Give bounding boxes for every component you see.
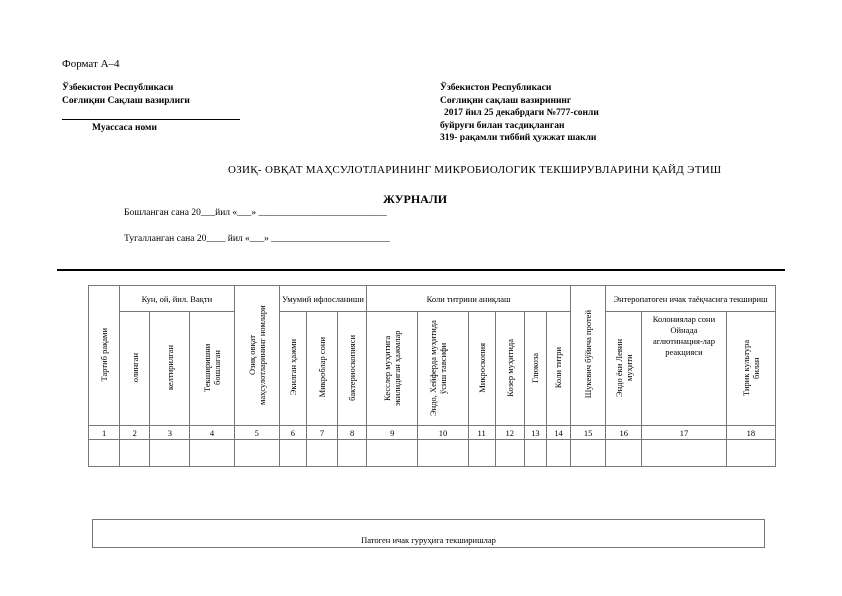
col-header-18 xyxy=(726,312,775,426)
col-label-4: Текширишни бошлаган xyxy=(202,343,223,392)
col-label-6: Экилган ҳажми xyxy=(287,339,298,396)
col-number: 14 xyxy=(546,426,570,440)
pathogen-section-box xyxy=(92,519,765,548)
entry-cell[interactable] xyxy=(338,440,367,467)
col-number: 3 xyxy=(150,426,190,440)
col-header-15 xyxy=(571,286,606,426)
entry-cell[interactable] xyxy=(190,440,234,467)
format-label: Формат А–4 xyxy=(62,58,120,70)
col-number: 1 xyxy=(89,426,120,440)
blank-entry-row xyxy=(89,440,776,467)
group-header-entero: Энтеропатоген ичак таёқчасига текшириш xyxy=(606,286,776,312)
col-label-16: Эндо ёки Левин муҳити xyxy=(613,338,634,397)
group-header-coli-titer: Коли титрини аниқлаш xyxy=(367,286,571,312)
right-line-1: Ўзбекистон Республикаси xyxy=(440,83,552,93)
entry-cell[interactable] xyxy=(571,440,606,467)
col-header-8 xyxy=(338,312,367,426)
left-header xyxy=(62,82,190,107)
col-label-1: Тартиб рақами xyxy=(99,327,110,382)
col-number: 16 xyxy=(606,426,642,440)
col-number: 11 xyxy=(468,426,495,440)
col-header-3 xyxy=(150,312,190,426)
col-number: 5 xyxy=(234,426,279,440)
col-number: 4 xyxy=(190,426,234,440)
start-date-line: Бошланган сана 20___йил «___» ___________________________ xyxy=(124,208,387,218)
col-label-7: Микроблар сони xyxy=(316,337,327,398)
right-header xyxy=(440,82,599,145)
col-label-3: келтирилган xyxy=(164,344,175,391)
entry-cell[interactable] xyxy=(606,440,642,467)
col-header-12 xyxy=(495,312,524,426)
col-header-1 xyxy=(89,286,120,426)
right-line-2: Соғлиқни сақлаш вазирининг xyxy=(440,95,572,106)
col-number: 15 xyxy=(571,426,606,440)
col-header-5 xyxy=(234,286,279,426)
group-header-contamination: Умумий ифлосланиши xyxy=(279,286,366,312)
col-number: 9 xyxy=(367,426,418,440)
col-header-2 xyxy=(120,312,150,426)
col-header-6 xyxy=(279,312,306,426)
col-number: 8 xyxy=(338,426,367,440)
col-label-8: бактериоскопияси xyxy=(347,334,358,401)
col-label-14: Коли титри xyxy=(553,346,564,389)
entry-cell[interactable] xyxy=(279,440,306,467)
col-header-17 xyxy=(642,312,726,426)
col-number: 13 xyxy=(524,426,546,440)
col-header-13 xyxy=(524,312,546,426)
col-header-9 xyxy=(367,312,418,426)
entry-cell[interactable] xyxy=(120,440,150,467)
entry-cell[interactable] xyxy=(418,440,468,467)
group-header-datetime: Кун, ой, йил. Вақти xyxy=(120,286,235,312)
col-header-10 xyxy=(418,312,468,426)
institution-label: Муассаса номи xyxy=(92,123,157,133)
journal-subtitle: ЖУРНАЛИ xyxy=(383,192,448,206)
col-label-11: Микроскопия xyxy=(476,342,487,393)
col-number: 7 xyxy=(306,426,337,440)
col-number: 12 xyxy=(495,426,524,440)
col-header-14 xyxy=(546,312,570,426)
journal-table xyxy=(88,285,776,467)
entry-cell[interactable] xyxy=(495,440,524,467)
right-line-5: 319- рақамли тиббий ҳужжат шакли xyxy=(440,133,597,143)
col-label-18: Тирик культура билан xyxy=(740,339,761,396)
col-label-9: Кесслер муҳитига экилидиган ҳажмлар xyxy=(382,329,403,406)
entry-cell[interactable] xyxy=(234,440,279,467)
col-label-13: Глюкоза xyxy=(530,352,541,383)
entry-cell[interactable] xyxy=(468,440,495,467)
right-line-3: 2017 йил 25 декабрдаги №777-сонли xyxy=(444,108,599,118)
col-label-5: Озиқ овқат маҳсулотларининг номлари xyxy=(246,304,267,405)
entry-cell[interactable] xyxy=(89,440,120,467)
right-line-4: буйруғи билан тасдиқланган xyxy=(440,120,565,131)
left-ministry: Соғлиқни Сақлаш вазирлиги xyxy=(62,95,190,106)
col-number: 2 xyxy=(120,426,150,440)
entry-cell[interactable] xyxy=(367,440,418,467)
col-label-12: Козер муҳитида xyxy=(504,338,515,397)
column-number-row xyxy=(89,426,776,440)
col-number: 6 xyxy=(279,426,306,440)
col-label-15: Шукевич бўйича протей xyxy=(583,310,594,399)
entry-cell[interactable] xyxy=(642,440,726,467)
col-header-16 xyxy=(606,312,642,426)
col-header-7 xyxy=(306,312,337,426)
journal-title: ОЗИҚ- ОВҚАТ МАҲСУЛОТЛАРИНИНГ МИКРОБИОЛОГИК ТЕКШИРУВЛАРИНИ ҚАЙД ЭТИШ xyxy=(228,164,722,176)
entry-cell[interactable] xyxy=(524,440,546,467)
entry-cell[interactable] xyxy=(150,440,190,467)
col-header-4 xyxy=(190,312,234,426)
end-date-line: Тугалланган сана 20____ йил «___» _________________________ xyxy=(124,234,390,244)
col-label-2: олинган xyxy=(129,352,140,383)
col-number: 10 xyxy=(418,426,468,440)
entry-cell[interactable] xyxy=(726,440,775,467)
col-header-11 xyxy=(468,312,495,426)
separator-line xyxy=(57,269,785,271)
institution-signature-line xyxy=(62,108,240,120)
col-number: 17 xyxy=(642,426,726,440)
col-label-10: Эндо, Хейферда муҳитида ўсиш тавсифи xyxy=(427,319,448,416)
entry-cell[interactable] xyxy=(306,440,337,467)
left-republic: Ўзбекистон Республикаси xyxy=(62,83,174,93)
col-number: 18 xyxy=(726,426,775,440)
pathogen-section-label: Патоген ичак гуруҳига текширишлар xyxy=(361,535,496,545)
entry-cell[interactable] xyxy=(546,440,570,467)
col-label-17: Колониялар сони Ойнада аглютинация-лар реакцияси xyxy=(652,314,716,357)
